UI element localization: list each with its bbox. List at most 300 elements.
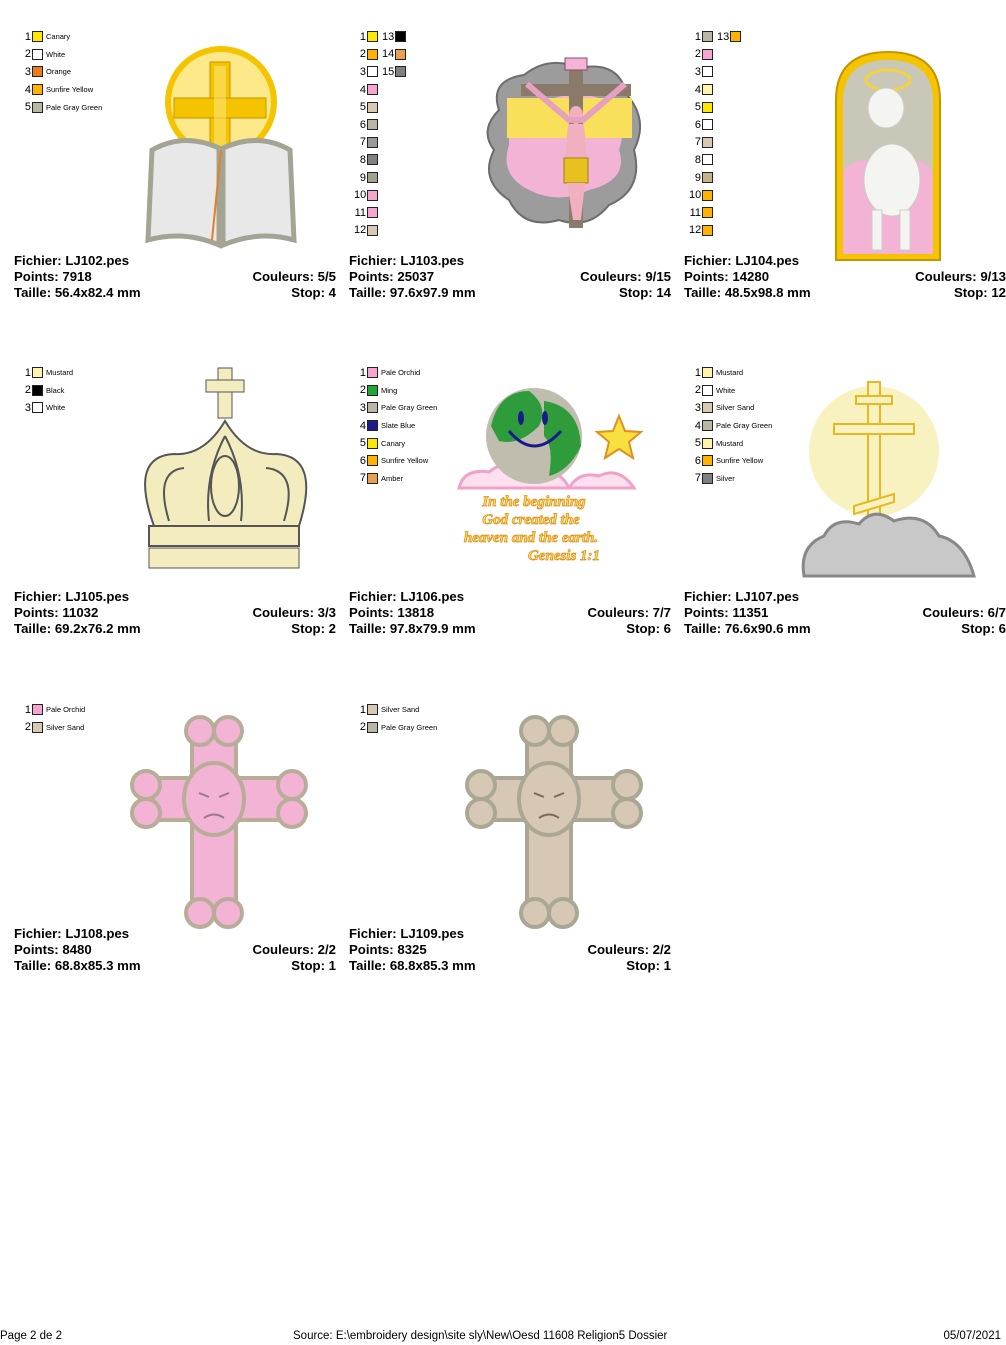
color-swatch-row: [689, 470, 772, 488]
file-value: LJ108.pes: [65, 926, 130, 941]
color-count: [587, 605, 671, 621]
file-label: Fichier:: [14, 253, 62, 268]
color-number: 11: [689, 206, 701, 219]
color-name: Ming: [381, 385, 398, 395]
points-label: Points:: [14, 605, 59, 620]
color-name: Orange: [46, 67, 72, 77]
color-swatch: [702, 84, 713, 95]
print-date: 05/07/2021: [943, 1330, 1001, 1342]
stitch-points: [14, 605, 98, 621]
color-number: 2: [24, 384, 31, 397]
color-name: Canary: [46, 32, 71, 42]
color-swatch: [367, 49, 378, 60]
color-number: 8: [359, 153, 366, 166]
design-info: [14, 926, 336, 974]
file-name: [684, 589, 799, 605]
stop-count: [291, 285, 336, 301]
color-number: 4: [694, 83, 701, 96]
color-number: 3: [359, 65, 366, 78]
color-count: [587, 942, 671, 958]
color-swatch-row: [689, 116, 713, 134]
stitch-points: [14, 942, 92, 958]
colors-label: Couleurs:: [922, 605, 984, 620]
stitch-points: [684, 605, 768, 621]
color-number: 10: [354, 189, 367, 202]
color-swatch-row: [689, 151, 713, 169]
size-value: 68.8x85.3 mm: [54, 958, 141, 973]
file-name: [349, 589, 464, 605]
file-row: [349, 926, 671, 942]
color-number: 3: [694, 65, 701, 78]
points-value: 13818: [397, 605, 435, 620]
file-value: LJ107.pes: [735, 589, 800, 604]
color-number: 2: [694, 384, 701, 397]
color-swatch-row: [19, 382, 73, 400]
points-value: 8480: [62, 942, 92, 957]
color-swatch-list: [354, 364, 437, 487]
size-value: 48.5x98.8 mm: [724, 285, 811, 300]
points-row: [349, 605, 671, 621]
color-name: Amber: [381, 473, 404, 483]
color-swatch: [702, 207, 713, 218]
points-value: 7918: [62, 269, 92, 284]
size-row: [684, 285, 1006, 301]
stop-label: Stop:: [291, 621, 325, 636]
stop-count: [619, 285, 671, 301]
colors-label: Couleurs:: [252, 942, 314, 957]
points-label: Points:: [684, 269, 729, 284]
size-label: Taille:: [349, 285, 387, 300]
size-value: 68.8x85.3 mm: [389, 958, 476, 973]
color-swatch-row: [689, 98, 713, 116]
file-row: [14, 926, 336, 942]
stop-label: Stop:: [291, 958, 325, 973]
size-label: Taille:: [684, 621, 722, 636]
color-swatch: [702, 102, 713, 113]
stop-label: Stop:: [626, 958, 660, 973]
color-swatch-list: [19, 701, 85, 736]
color-number: 12: [689, 224, 702, 237]
file-row: [349, 589, 671, 605]
color-count: [580, 269, 671, 285]
color-swatch: [702, 137, 713, 148]
stitch-points: [349, 605, 434, 621]
stop-count: [961, 621, 1006, 637]
color-number: 3: [24, 65, 31, 78]
color-name: Sunfire Yellow: [716, 456, 764, 466]
colors-value: 2/2: [652, 942, 671, 957]
color-swatch: [702, 385, 713, 396]
color-swatch-row: [689, 28, 730, 46]
embroidery-design-image: [469, 40, 669, 265]
color-number: 6: [694, 118, 701, 131]
color-swatch-row: [354, 186, 378, 204]
stop-label: Stop:: [961, 621, 995, 636]
color-count: [252, 942, 336, 958]
color-name: Pale Gray Green: [46, 102, 103, 112]
color-count: [252, 605, 336, 621]
color-swatch-row: [354, 116, 378, 134]
stop-value: 6: [998, 621, 1006, 636]
file-value: LJ109.pes: [400, 926, 465, 941]
file-value: LJ105.pes: [65, 589, 130, 604]
points-row: [14, 942, 336, 958]
color-swatch-row: [689, 169, 713, 187]
design-card: [684, 356, 1004, 676]
color-number: 2: [359, 384, 366, 397]
color-swatch-row: [354, 81, 378, 99]
embroidery-design-image: [804, 40, 1004, 265]
color-number: 7: [694, 472, 701, 485]
color-number: 10: [689, 189, 702, 202]
colors-value: 7/7: [652, 605, 671, 620]
color-swatch: [367, 172, 378, 183]
stop-label: Stop:: [618, 285, 653, 300]
color-number: 15: [382, 65, 395, 78]
color-number: 7: [694, 136, 701, 149]
color-swatch: [702, 190, 713, 201]
color-count: [915, 269, 1006, 285]
source-path: Source: E:\embroidery design\site sly\New\Oesd 11608 Religion5 Dossier: [293, 1330, 668, 1342]
design-info: [349, 589, 671, 637]
color-swatch-row: [354, 98, 378, 116]
color-swatch: [367, 154, 378, 165]
color-swatch: [702, 31, 713, 42]
svg-text:In the beginning: In the beginning: [482, 494, 586, 510]
color-number: 3: [24, 401, 31, 414]
stitch-points: [14, 269, 92, 285]
color-count: [922, 605, 1006, 621]
file-name: [684, 253, 799, 269]
points-row: [349, 269, 671, 285]
colors-value: 3/3: [317, 605, 336, 620]
color-swatch-row: [689, 81, 713, 99]
color-swatch: [32, 367, 43, 378]
color-swatch-row: [354, 701, 437, 719]
file-row: [14, 253, 336, 269]
color-number: 7: [359, 136, 366, 149]
color-name: White: [46, 403, 66, 413]
size-value: 76.6x90.6 mm: [724, 621, 811, 636]
stitch-points: [349, 942, 427, 958]
file-row: [684, 253, 1006, 269]
size-row: [349, 958, 671, 974]
size-label: Taille:: [684, 285, 722, 300]
color-number: 1: [359, 703, 366, 716]
size-row: [14, 958, 336, 974]
embroidery-design-image: [134, 376, 334, 601]
color-name: Sunfire Yellow: [46, 85, 94, 95]
color-name: Black: [46, 385, 65, 395]
embroidery-design-image: [134, 713, 334, 938]
color-swatch: [32, 385, 43, 396]
points-label: Points:: [684, 605, 729, 620]
color-swatch-row: [354, 151, 378, 169]
svg-text:heaven and the earth.: heaven and the earth.: [463, 530, 599, 546]
color-swatch-row: [19, 81, 102, 99]
color-swatch: [702, 367, 713, 378]
color-number: 2: [24, 721, 31, 734]
size-row: [14, 285, 336, 301]
color-number: 7: [359, 472, 366, 485]
colors-label: Couleurs:: [915, 269, 977, 284]
color-number: 14: [382, 48, 395, 61]
size-value: 69.2x76.2 mm: [54, 621, 141, 636]
color-number: 13: [717, 30, 730, 43]
file-label: Fichier:: [14, 589, 62, 604]
points-label: Points:: [349, 942, 394, 957]
color-number: 1: [359, 366, 366, 379]
file-label: Fichier:: [14, 926, 62, 941]
color-number: 1: [359, 30, 366, 43]
file-value: LJ106.pes: [400, 589, 465, 604]
color-number: 5: [359, 101, 366, 114]
color-name: White: [716, 385, 736, 395]
color-swatch-row: [354, 63, 395, 81]
color-name: Mustard: [716, 438, 744, 448]
color-number: 1: [24, 30, 31, 43]
color-swatch: [32, 102, 43, 113]
color-swatch-row: [354, 204, 378, 222]
points-label: Points:: [14, 942, 59, 957]
color-swatch-row: [354, 364, 437, 382]
color-swatch-list: [19, 364, 73, 417]
color-swatch: [702, 420, 713, 431]
color-swatch-row: [689, 417, 772, 435]
color-swatch: [367, 84, 378, 95]
stop-label: Stop:: [953, 285, 988, 300]
color-name: Mustard: [46, 368, 74, 378]
stop-value: 12: [991, 285, 1006, 300]
color-name: Pale Gray Green: [716, 421, 773, 431]
stop-value: 6: [663, 621, 671, 636]
color-swatch: [367, 455, 378, 466]
size-value: 97.6x97.9 mm: [389, 285, 476, 300]
design-card: [14, 693, 334, 1013]
size-label: Taille:: [14, 621, 52, 636]
color-name: Silver Sand: [46, 722, 85, 732]
color-number: 1: [24, 703, 31, 716]
file-row: [684, 589, 1006, 605]
color-name: Silver Sand: [381, 705, 420, 715]
colors-value: 9/15: [645, 269, 671, 284]
colors-value: 5/5: [317, 269, 336, 284]
design-size: [14, 285, 141, 301]
size-label: Taille:: [349, 621, 387, 636]
color-swatch: [32, 722, 43, 733]
color-swatch-row: [354, 399, 437, 417]
file-row: [14, 589, 336, 605]
points-row: [349, 942, 671, 958]
page-number: Page 2 de 2: [0, 1330, 63, 1342]
points-row: [684, 269, 1006, 285]
color-name: White: [46, 49, 66, 59]
color-number: 1: [694, 30, 701, 43]
color-swatch-row: [19, 98, 102, 116]
color-swatch-row: [354, 222, 378, 240]
color-swatch: [32, 66, 43, 77]
color-swatch-row: [19, 719, 85, 737]
file-label: Fichier:: [349, 253, 397, 268]
embroidery-design-image: [804, 376, 1004, 601]
color-number: 13: [382, 30, 395, 43]
color-swatch-row: [354, 719, 437, 737]
color-swatch: [367, 66, 378, 77]
color-swatch: [367, 31, 378, 42]
color-swatch: [702, 66, 713, 77]
stop-count: [291, 958, 336, 974]
color-swatch: [367, 473, 378, 484]
color-swatch: [32, 49, 43, 60]
color-swatch: [367, 402, 378, 413]
points-value: 25037: [397, 269, 435, 284]
color-swatch: [367, 207, 378, 218]
color-swatch: [367, 225, 378, 236]
color-swatch-row: [689, 46, 713, 64]
stitch-points: [684, 269, 769, 285]
color-number: 6: [359, 118, 366, 131]
color-swatch-row: [689, 399, 772, 417]
color-name: Slate Blue: [381, 421, 416, 431]
color-swatch: [395, 66, 406, 77]
color-swatch: [32, 31, 43, 42]
points-row: [14, 269, 336, 285]
color-swatch: [367, 367, 378, 378]
color-swatch-row: [689, 364, 772, 382]
colors-label: Couleurs:: [587, 605, 649, 620]
stop-count: [954, 285, 1006, 301]
color-swatch: [395, 31, 406, 42]
color-swatch-row: [689, 134, 713, 152]
color-swatch-list: [354, 701, 437, 736]
size-row: [14, 621, 336, 637]
color-number: 8: [694, 153, 701, 166]
color-swatch: [32, 84, 43, 95]
design-info: [14, 253, 336, 301]
points-label: Points:: [349, 269, 394, 284]
color-number: 2: [359, 721, 366, 734]
color-swatch-row: [689, 382, 772, 400]
color-name: Canary: [381, 438, 406, 448]
color-swatch: [367, 137, 378, 148]
color-swatch-row: [354, 434, 437, 452]
color-number: 12: [354, 224, 367, 237]
size-label: Taille:: [349, 958, 387, 973]
stop-count: [626, 621, 671, 637]
color-swatch: [367, 438, 378, 449]
points-value: 8325: [397, 942, 427, 957]
color-swatch-row: [354, 28, 395, 46]
size-value: 56.4x82.4 mm: [54, 285, 141, 300]
color-number: 5: [694, 101, 701, 114]
color-swatch-list: [689, 28, 730, 239]
color-swatch-row: [19, 399, 73, 417]
color-swatch-row: [19, 46, 102, 64]
file-name: [14, 589, 129, 605]
color-swatch: [367, 704, 378, 715]
color-swatch-row: [689, 452, 772, 470]
design-size: [349, 621, 476, 637]
color-swatch-row: [689, 63, 713, 81]
color-number: 3: [359, 401, 366, 414]
design-size: [684, 621, 811, 637]
color-swatch: [702, 402, 713, 413]
design-info: [349, 253, 671, 301]
stop-label: Stop:: [626, 621, 660, 636]
points-label: Points:: [349, 605, 394, 620]
extra-color-swatch: [715, 28, 741, 46]
size-row: [349, 621, 671, 637]
embroidery-design-image: [134, 40, 334, 265]
stop-label: Stop:: [291, 285, 325, 300]
points-value: 11032: [62, 605, 99, 620]
color-swatch-row: [354, 46, 395, 64]
color-number: 4: [24, 83, 31, 96]
file-value: LJ104.pes: [735, 253, 800, 268]
design-info: [684, 589, 1006, 637]
file-label: Fichier:: [684, 589, 732, 604]
embroidery-design-image: [469, 713, 669, 938]
design-card: [349, 356, 669, 676]
design-info: [684, 253, 1006, 301]
color-name: Pale Gray Green: [381, 722, 438, 732]
size-label: Taille:: [14, 958, 52, 973]
points-label: Points:: [14, 269, 59, 284]
color-swatch: [702, 172, 713, 183]
design-info: [349, 926, 671, 974]
color-swatch: [702, 119, 713, 130]
design-card: [14, 20, 334, 340]
color-swatch: [702, 49, 713, 60]
svg-text:Genesis 1:1: Genesis 1:1: [527, 548, 601, 564]
extra-color-swatch: [380, 28, 406, 46]
file-row: [349, 253, 671, 269]
design-info: [14, 589, 336, 637]
color-swatch-row: [354, 382, 437, 400]
color-number: 6: [359, 454, 366, 467]
points-value: 11351: [732, 605, 769, 620]
size-row: [684, 621, 1006, 637]
stitch-points: [349, 269, 434, 285]
file-name: [349, 253, 464, 269]
color-swatch-row: [19, 364, 73, 382]
color-swatch: [702, 438, 713, 449]
points-value: 14280: [732, 269, 770, 284]
color-name: Mustard: [716, 368, 744, 378]
color-swatch-row: [354, 417, 437, 435]
file-name: [14, 253, 129, 269]
color-number: 2: [24, 48, 31, 61]
stop-value: 1: [328, 958, 336, 973]
color-number: 9: [359, 171, 366, 184]
color-number: 1: [24, 366, 31, 379]
colors-label: Couleurs:: [580, 269, 642, 284]
color-swatch-row: [689, 204, 713, 222]
colors-label: Couleurs:: [587, 942, 649, 957]
color-number: 3: [694, 401, 701, 414]
design-size: [14, 958, 141, 974]
points-row: [684, 605, 1006, 621]
colors-label: Couleurs:: [252, 269, 314, 284]
color-number: 2: [694, 48, 701, 61]
stop-value: 14: [656, 285, 671, 300]
design-card: [349, 693, 669, 1013]
stop-value: 2: [328, 621, 336, 636]
design-size: [14, 621, 141, 637]
color-swatch-row: [354, 470, 437, 488]
color-count: [252, 269, 336, 285]
colors-value: 2/2: [317, 942, 336, 957]
